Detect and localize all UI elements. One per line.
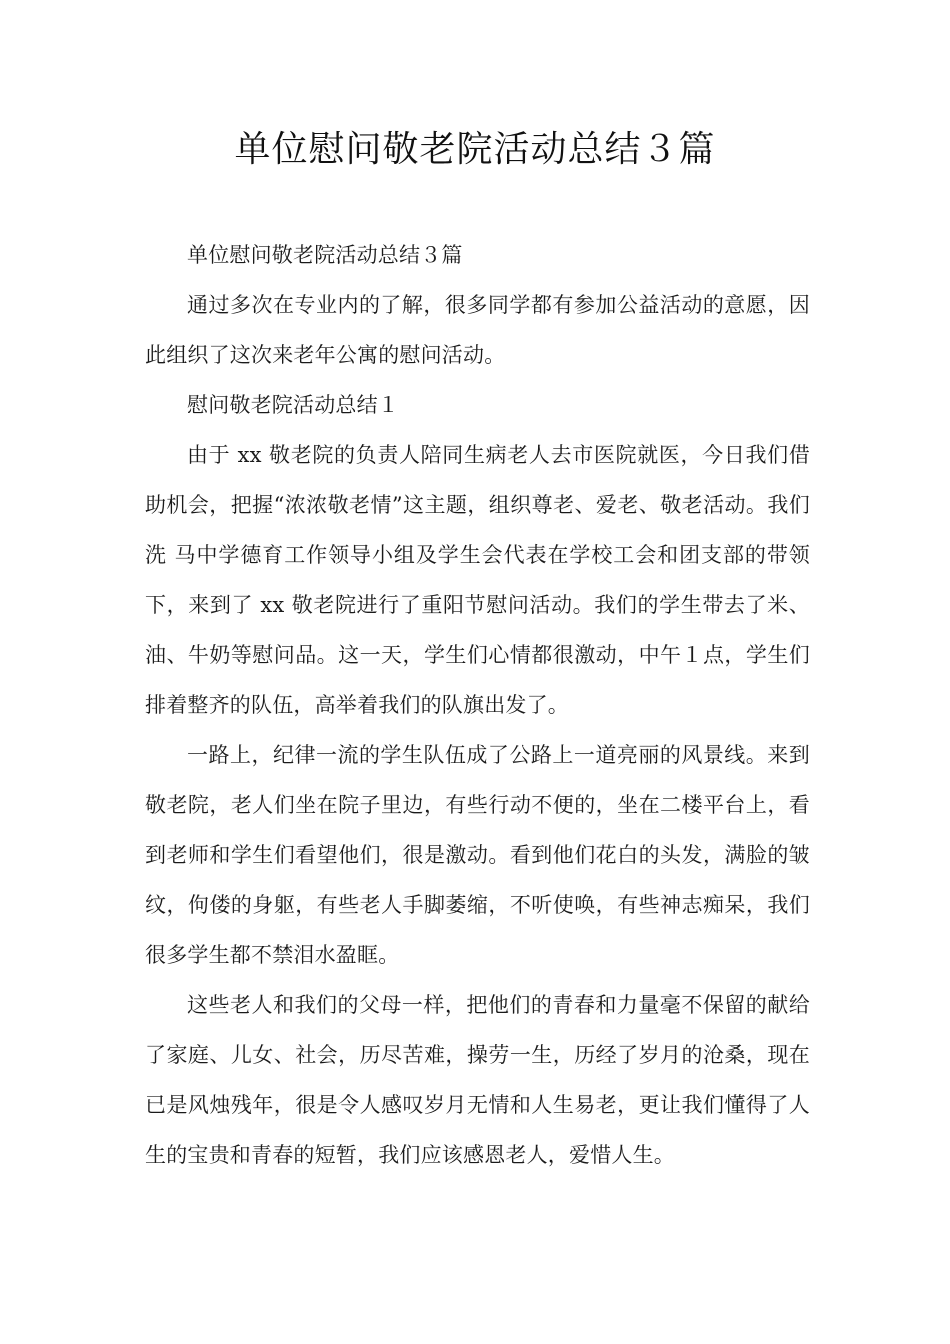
body-paragraph: 一路上，纪律一流的学生队伍成了公路上一道亮丽的风景线。来到敬老院，老人们坐在院子里边，有些行动不便的，坐在二楼平台上，看到老师和学生们看望他们，很是激动。看到他们花白的头发，满脸的皱纹，佝偻的身躯，有些老人手脚萎缩，不听使唤，有些神志痴呆，我们很多学生都不禁泪水盈眶。 xyxy=(145,743,810,967)
document-title: 单位慰问敬老院活动总结３篇 xyxy=(234,129,716,170)
subtitle-paragraph: 单位慰问敬老院活动总结３篇 xyxy=(187,243,463,267)
body-paragraph: 这些老人和我们的父母一样，把他们的青春和力量毫不保留的献给了家庭、儿女、社会，历尽苦难，操劳一生，历经了岁月的沧桑，现在已是风烛残年，很是令人感叹岁月无情和人生易老，更让我们懂得了人生的宝贵和青春的短暂，我们应该感恩老人，爱惜人生。 xyxy=(145,993,810,1167)
section-heading: 慰问敬老院活动总结１ xyxy=(187,393,399,417)
body-paragraph: 由于 xx 敬老院的负责人陪同生病老人去市医院就医，今日我们借助机会，把握“浓浓敬老情”这主题，组织尊老、爱老、敬老活动。我们洗 马中学德育工作领导小组及学生会代表在学校工会和团支部的带领下，来到了 xx 敬老院进行了重阳节慰问活动。我们的学生带去了米、油、牛奶等慰问品。这一天，学生们心情都很激动，中午１点，学生们排着整齐的队伍，高举着我们的队旗出发了。 xyxy=(145,443,810,717)
document-body xyxy=(145,230,810,1180)
intro-paragraph: 通过多次在专业内的了解，很多同学都有参加公益活动的意愿，因此组织了这次来老年公寓的慰问活动。 xyxy=(145,293,810,367)
